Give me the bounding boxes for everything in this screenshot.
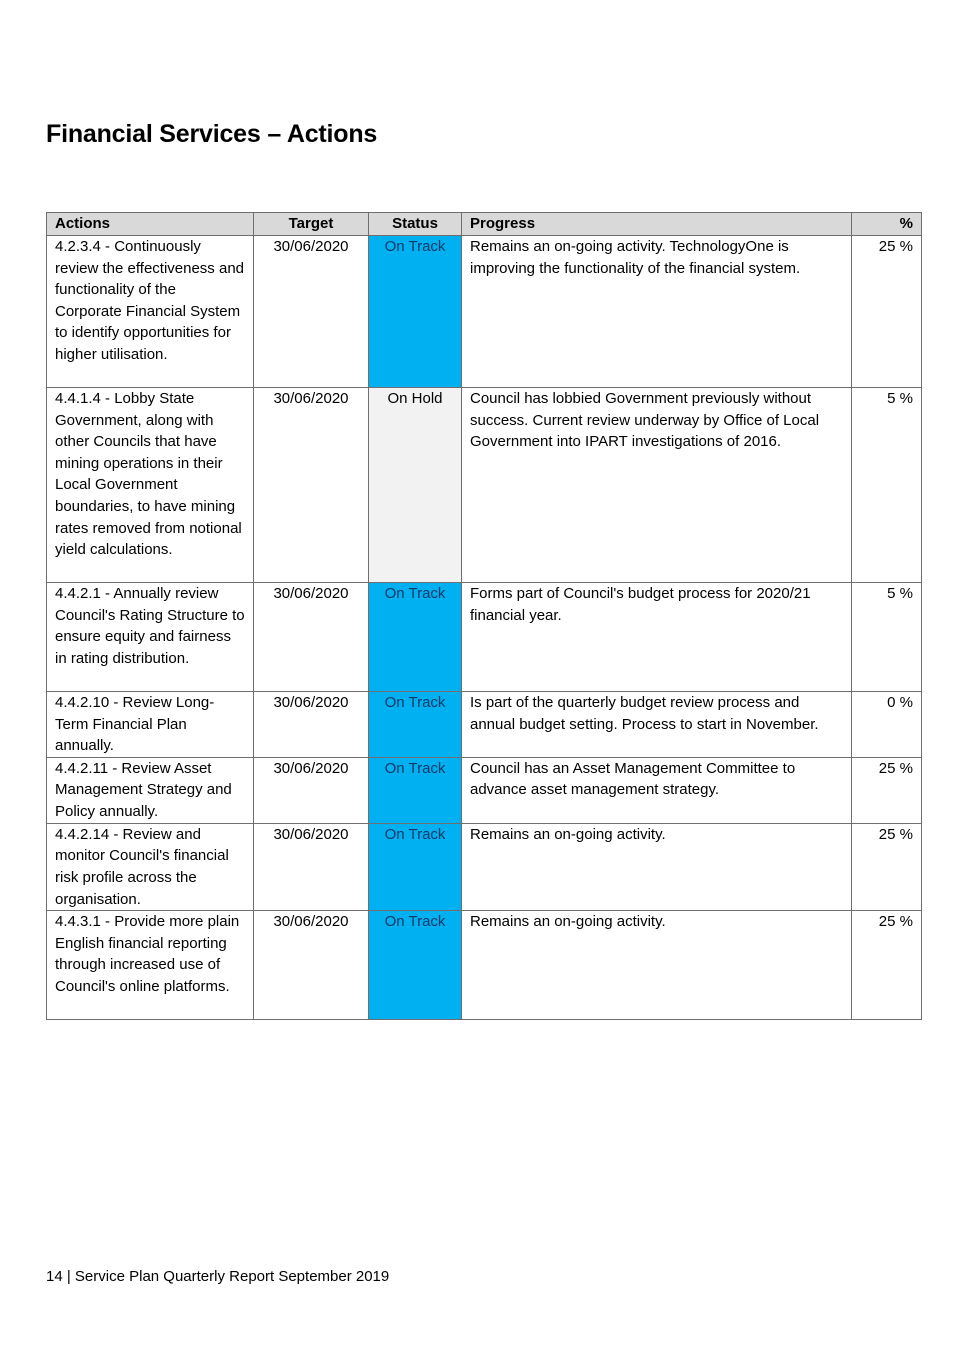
progress-cell: Council has lobbied Government previously without success. Current review underway by Office of Local Government into IPART investigations of 2016. (462, 388, 852, 583)
progress-cell: Remains an on-going activity. (462, 911, 852, 1020)
progress-cell: Is part of the quarterly budget review process and annual budget setting. Process to start in November. (462, 692, 852, 758)
progress-cell: Council has an Asset Management Committee to advance asset management strategy. (462, 757, 852, 823)
status-cell: On Track (369, 757, 462, 823)
status-cell: On Track (369, 583, 462, 692)
action-cell: 4.4.2.1 - Annually review Council's Rating Structure to ensure equity and fairness in rating distribution. (47, 583, 254, 692)
column-header-status: Status (369, 213, 462, 236)
table-row (47, 236, 922, 388)
column-header-progress: Progress (462, 213, 852, 236)
table-row (47, 583, 922, 692)
target-cell: 30/06/2020 (254, 823, 369, 910)
target-cell: 30/06/2020 (254, 236, 369, 388)
progress-cell: Forms part of Council's budget process for 2020/21 financial year. (462, 583, 852, 692)
percent-cell: 5 % (852, 583, 922, 692)
column-header-target: Target (254, 213, 369, 236)
action-cell: 4.4.2.14 - Review and monitor Council's financial risk profile across the organisation. (47, 823, 254, 910)
percent-cell: 0 % (852, 692, 922, 758)
page-footer: 14 | Service Plan Quarterly Report September 2019 (46, 1268, 390, 1285)
percent-cell: 25 % (852, 757, 922, 823)
table-header-row (47, 213, 922, 236)
table-row (47, 388, 922, 583)
action-cell: 4.4.2.10 - Review Long-Term Financial Plan annually. (47, 692, 254, 758)
percent-cell: 5 % (852, 388, 922, 583)
action-cell: 4.2.3.4 - Continuously review the effectiveness and functionality of the Corporate Financial System to identify opportunities for higher utilisation. (47, 236, 254, 388)
target-cell: 30/06/2020 (254, 757, 369, 823)
table-row (47, 757, 922, 823)
table-row (47, 692, 922, 758)
page-title: Financial Services – Actions (46, 120, 378, 148)
column-header-actions: Actions (47, 213, 254, 236)
actions-table (46, 212, 922, 1020)
target-cell: 30/06/2020 (254, 583, 369, 692)
action-cell: 4.4.3.1 - Provide more plain English financial reporting through increased use of Council's online platforms. (47, 911, 254, 1020)
percent-cell: 25 % (852, 236, 922, 388)
status-cell: On Hold (369, 388, 462, 583)
target-cell: 30/06/2020 (254, 692, 369, 758)
target-cell: 30/06/2020 (254, 911, 369, 1020)
table-row (47, 823, 922, 910)
percent-cell: 25 % (852, 911, 922, 1020)
status-cell: On Track (369, 236, 462, 388)
status-cell: On Track (369, 692, 462, 758)
action-cell: 4.4.1.4 - Lobby State Government, along with other Councils that have mining operations in their Local Government boundaries, to have mining rates removed from notional yield calculations. (47, 388, 254, 583)
percent-cell: 25 % (852, 823, 922, 910)
target-cell: 30/06/2020 (254, 388, 369, 583)
progress-cell: Remains an on-going activity. (462, 823, 852, 910)
status-cell: On Track (369, 911, 462, 1020)
column-header-percent: % (852, 213, 922, 236)
progress-cell: Remains an on-going activity. TechnologyOne is improving the functionality of the financial system. (462, 236, 852, 388)
action-cell: 4.4.2.11 - Review Asset Management Strategy and Policy annually. (47, 757, 254, 823)
status-cell: On Track (369, 823, 462, 910)
table-row (47, 911, 922, 1020)
